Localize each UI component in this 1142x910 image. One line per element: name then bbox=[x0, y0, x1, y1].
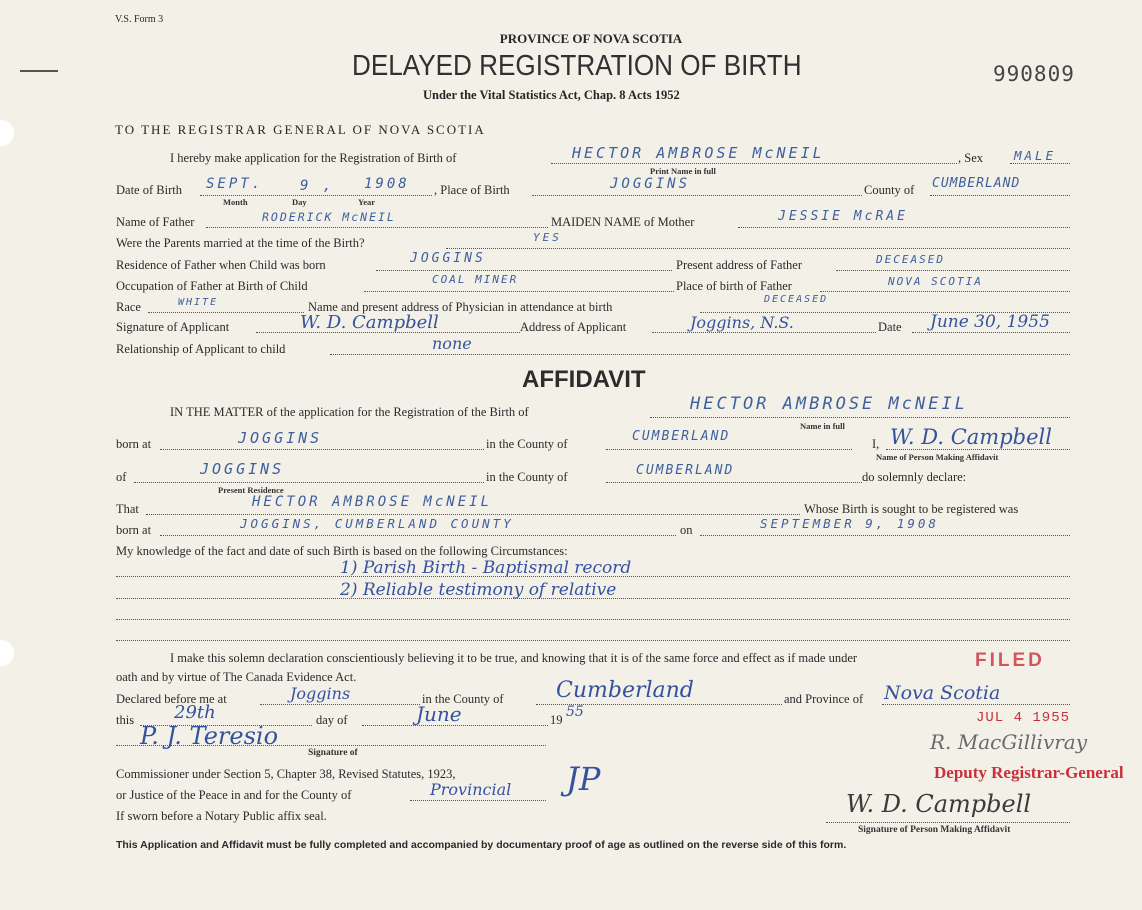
year-caption: Year bbox=[358, 197, 375, 207]
county-label-2: in the County of bbox=[486, 470, 568, 484]
solemn-line-2: oath and by virtue of The Canada Evidence Act. bbox=[116, 670, 357, 684]
county-value-2: CUMBERLAND bbox=[636, 463, 735, 478]
province-heading: PROVINCE OF NOVA SCOTIA bbox=[499, 31, 683, 46]
father-name: RODERICK McNEIL bbox=[262, 210, 396, 224]
knowledge-text: My knowledge of the fact and date of such Birth is based on the following Circumstances: bbox=[116, 544, 568, 558]
i-label: I, bbox=[872, 437, 880, 451]
justice-county: Provincial bbox=[430, 780, 512, 799]
justice-line: or Justice of the Peace in and for the County of bbox=[116, 788, 352, 802]
declare-label: do solemnly declare: bbox=[862, 470, 967, 484]
residence-of-deponent: JOGGINS bbox=[200, 460, 285, 478]
year-suffix: 55 bbox=[566, 704, 584, 720]
circumstance-2: 2) Reliable testimony of relative bbox=[340, 580, 617, 600]
declared-label: Declared before me at bbox=[116, 692, 227, 706]
footer-note: This Application and Affidavit must be fully completed and accompanied by documentary proof of age as outlined on the reverse side of this form. bbox=[116, 839, 847, 851]
relationship-label: Relationship of Applicant to child bbox=[116, 342, 286, 356]
born-at-label: born at bbox=[116, 437, 152, 451]
notary-line: If sworn before a Notary Public affix seal. bbox=[116, 809, 327, 823]
county-label: County of bbox=[864, 183, 915, 197]
this-label: this bbox=[116, 713, 135, 727]
county-value: CUMBERLAND bbox=[932, 176, 1021, 191]
year-prefix: 19 bbox=[550, 713, 563, 727]
day-caption: Day bbox=[292, 197, 307, 207]
left-margin-mark bbox=[20, 70, 58, 72]
physician-label: Name and present address of Physician in attendance at birth bbox=[308, 300, 613, 314]
commissioner-signature: P. J. Teresio bbox=[140, 722, 279, 750]
born-date-full: SEPTEMBER 9, 1908 bbox=[760, 516, 939, 531]
deponent-caption: Name of Person Making Affidavit bbox=[876, 452, 999, 462]
addressee: TO THE REGISTRAR GENERAL OF NOVA SCOTIA bbox=[115, 122, 486, 137]
that-label: That bbox=[116, 502, 139, 516]
solemn-line-1: I make this solemn declaration conscientiously believing it to be true, and knowing that it is of the same force and effect as if made under bbox=[170, 651, 858, 665]
signature-of-caption: Signature of bbox=[308, 748, 358, 758]
circumstance-1: 1) Parish Birth - Baptismal record bbox=[340, 558, 632, 578]
place-value: JOGGINS bbox=[610, 176, 691, 192]
present-residence-caption: Present Residence bbox=[218, 485, 284, 495]
place-label: , Place of Birth bbox=[434, 183, 510, 197]
filed-stamp: FILED bbox=[975, 650, 1045, 671]
mother-name: JESSIE McRAE bbox=[778, 209, 908, 224]
deponent-signature: W. D. Campbell bbox=[846, 790, 1032, 818]
race-label: Race bbox=[116, 300, 141, 314]
serial-number: 990809 bbox=[993, 62, 1075, 86]
form-id: V.S. Form 3 bbox=[115, 14, 164, 25]
residence-value: JOGGINS bbox=[410, 251, 486, 266]
that-name: HECTOR AMBROSE McNEIL bbox=[252, 494, 493, 510]
married-value: YES bbox=[533, 231, 562, 244]
day-of-label: day of bbox=[316, 713, 348, 727]
on-label: on bbox=[680, 523, 693, 537]
dob-month: SEPT. bbox=[206, 176, 264, 192]
race-value: WHITE bbox=[178, 297, 219, 308]
province-label: and Province of bbox=[784, 692, 864, 706]
applicant-address-value: Joggins, N.S. bbox=[690, 313, 794, 332]
county-value-1: CUMBERLAND bbox=[632, 429, 731, 444]
declared-province: Nova Scotia bbox=[884, 682, 1001, 704]
application-date: June 30, 1955 bbox=[930, 312, 1050, 332]
commissioner-line: Commissioner under Section 5, Chapter 38, Revised Statutes, 1923, bbox=[116, 767, 456, 781]
occupation-label: Occupation of Father at Birth of Child bbox=[116, 279, 308, 293]
month-value: June bbox=[416, 702, 462, 726]
declared-county: Cumberland bbox=[556, 678, 694, 703]
father-birthplace-value: NOVA SCOTIA bbox=[888, 275, 983, 288]
filed-date-stamp: JUL 4 1955 bbox=[976, 710, 1071, 726]
punch-hole-bottom bbox=[0, 640, 14, 666]
in-county-label: in the County of bbox=[422, 692, 504, 706]
born-at-label-2: born at bbox=[116, 523, 152, 537]
date-label: Date bbox=[878, 320, 902, 334]
form-subtitle: Under the Vital Statistics Act, Chap. 8 Acts 1952 bbox=[423, 88, 680, 102]
child-name: HECTOR AMBROSE McNEIL bbox=[572, 144, 825, 162]
married-label: Were the Parents married at the time of the Birth? bbox=[116, 236, 365, 250]
dob-label: Date of Birth bbox=[116, 183, 182, 197]
occupation-value: COAL MINER bbox=[432, 273, 519, 286]
sex-label: , Sex bbox=[958, 151, 983, 165]
residence-label: Residence of Father when Child was born bbox=[116, 258, 326, 272]
declared-place: Joggins bbox=[290, 684, 351, 703]
applicant-address-label: Address of Applicant bbox=[520, 320, 627, 334]
page-title: DELAYED REGISTRATION OF BIRTH bbox=[352, 50, 802, 82]
applicant-signature: W. D. Campbell bbox=[300, 312, 439, 333]
of-label: of bbox=[116, 470, 127, 484]
registrar-signature: R. MacGillivray bbox=[930, 730, 1088, 754]
application-intro: I hereby make application for the Registration of Birth of bbox=[170, 151, 457, 165]
justice-initials: JP bbox=[566, 760, 601, 798]
present-address-label: Present address of Father bbox=[676, 258, 803, 272]
name-in-full-caption: Name in full bbox=[800, 421, 845, 431]
registrar-title-stamp: Deputy Registrar-General bbox=[934, 763, 1124, 782]
dob-day: 9 , bbox=[300, 178, 335, 194]
dob-year: 1908 bbox=[364, 176, 410, 192]
print-name-caption: Print Name in full bbox=[650, 166, 716, 176]
father-label: Name of Father bbox=[116, 215, 195, 229]
sex-value: MALE bbox=[1014, 148, 1057, 163]
punch-hole-top bbox=[0, 120, 14, 146]
deponent-name: W. D. Campbell bbox=[890, 425, 1052, 449]
physician-value: DECEASED bbox=[764, 294, 829, 305]
mother-label: MAIDEN NAME of Mother bbox=[551, 215, 695, 229]
matter-text: IN THE MATTER of the application for the Registration of the Birth of bbox=[170, 405, 529, 419]
affidavit-child-name: HECTOR AMBROSE McNEIL bbox=[690, 394, 968, 414]
day-number: 29th bbox=[174, 702, 216, 723]
present-address-value: DECEASED bbox=[876, 253, 945, 266]
deponent-signature-caption: Signature of Person Making Affidavit bbox=[858, 825, 1011, 835]
county-label-1: in the County of bbox=[486, 437, 568, 451]
affidavit-heading: AFFIDAVIT bbox=[522, 366, 646, 393]
month-caption: Month bbox=[223, 197, 248, 207]
born-at-value: JOGGINS bbox=[238, 429, 323, 447]
signature-label: Signature of Applicant bbox=[116, 320, 230, 334]
born-place-full: JOGGINS, CUMBERLAND COUNTY bbox=[240, 516, 514, 531]
relationship-value: none bbox=[432, 334, 472, 353]
father-birthplace-label: Place of birth of Father bbox=[676, 279, 792, 293]
whose-birth-text: Whose Birth is sought to be registered was bbox=[804, 502, 1019, 516]
